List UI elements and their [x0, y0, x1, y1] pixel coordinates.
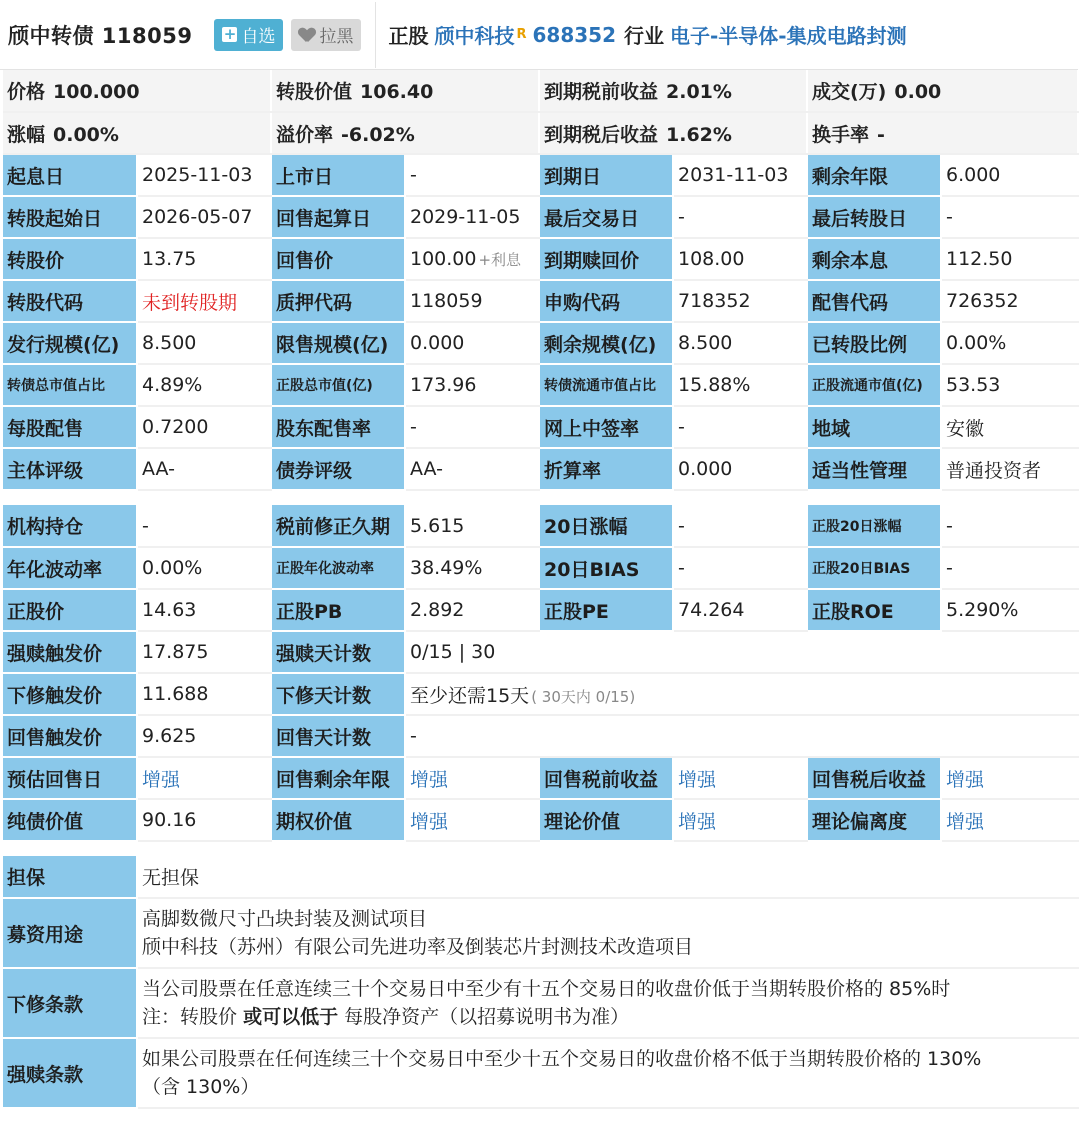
- upgrade-link[interactable]: 增强: [678, 768, 717, 791]
- field-value: [941, 505, 1078, 547]
- field-label: 到期日: [539, 154, 673, 196]
- field-value: [405, 280, 539, 322]
- field-label: 转债总市值占比: [3, 364, 137, 406]
- field-label: 申购代码: [539, 280, 673, 322]
- field-value: [941, 589, 1078, 631]
- field-label: 纯债价值: [3, 799, 137, 841]
- field-value: [405, 673, 1078, 715]
- summary-value: -6.02%: [341, 123, 415, 146]
- field-value-text: 11.688: [142, 683, 209, 705]
- field-value: [405, 631, 1078, 673]
- field-value-text: 100.00: [410, 248, 477, 270]
- table-row: [3, 757, 1078, 799]
- guarantee-value: 无担保: [137, 856, 1078, 898]
- table-row: [3, 406, 1078, 448]
- field-value: [405, 448, 539, 490]
- field-value-text: -: [410, 725, 417, 747]
- redeem-line-2: （含 130%）: [142, 1076, 260, 1098]
- field-value-text: 2026-05-07: [142, 206, 253, 228]
- stock-name-link[interactable]: 颀中科技: [434, 24, 515, 48]
- field-label: 主体评级: [3, 448, 137, 490]
- field-value-text: 17.875: [142, 641, 209, 663]
- field-value-text: 至少还需15天: [410, 684, 530, 707]
- field-label: 回售税后收益: [807, 757, 941, 799]
- downward-note-post: 每股净资产（以招募说明书为准）: [344, 1006, 630, 1028]
- summary-cell: [807, 112, 1078, 154]
- field-value-text: 9.625: [142, 725, 197, 747]
- field-value-text: 8.500: [678, 332, 733, 354]
- field-value-text: 8.500: [142, 332, 197, 354]
- summary-value: 100.000: [53, 81, 140, 103]
- summary-value: 2.01%: [666, 81, 732, 103]
- field-value-text: -: [678, 557, 685, 579]
- field-value: [137, 589, 271, 631]
- field-value: [405, 757, 539, 799]
- blacklist-label: 拉黑: [319, 27, 354, 47]
- field-label: 正股总市值(亿): [271, 364, 405, 406]
- field-value: [137, 322, 271, 364]
- field-value-text: 15.88%: [678, 374, 751, 396]
- field-label: 回售触发价: [3, 715, 137, 757]
- summary-label: 涨幅: [7, 123, 46, 146]
- field-value: [673, 589, 807, 631]
- field-value: [137, 406, 271, 448]
- field-value-text: 726352: [946, 290, 1019, 312]
- field-value: [673, 406, 807, 448]
- field-label: 正股PB: [271, 589, 405, 631]
- field-label: 税前修正久期: [271, 505, 405, 547]
- field-value: [941, 196, 1078, 238]
- table-row: [3, 856, 1078, 898]
- field-label: 下修触发价: [3, 673, 137, 715]
- field-label: 剩余年限: [807, 154, 941, 196]
- field-value: [137, 196, 271, 238]
- field-value: [405, 715, 1078, 757]
- field-value: [941, 280, 1078, 322]
- field-value-text: 38.49%: [410, 557, 483, 579]
- field-value-text: -: [410, 164, 417, 186]
- field-value-text: AA-: [410, 458, 443, 480]
- upgrade-link[interactable]: 增强: [946, 768, 985, 791]
- field-value: [941, 448, 1078, 490]
- upgrade-link[interactable]: 增强: [142, 768, 181, 791]
- summary-value: 1.62%: [666, 123, 732, 146]
- field-value: [137, 715, 271, 757]
- field-value: [137, 280, 271, 322]
- summary-label: 到期税前收益: [544, 81, 659, 103]
- field-value-text: 118059: [410, 290, 483, 312]
- summary-cell: [539, 112, 807, 154]
- upgrade-link[interactable]: 增强: [678, 810, 717, 833]
- field-label: 网上中签率: [539, 406, 673, 448]
- downward-note-bold: 或可以低于: [243, 1006, 339, 1028]
- summary-cell: [807, 70, 1078, 112]
- field-label: 机构持仓: [3, 505, 137, 547]
- funds-value: [137, 898, 1078, 968]
- field-label: 回售起算日: [271, 196, 405, 238]
- bond-info-table: [3, 70, 1079, 491]
- field-label: 每股配售: [3, 406, 137, 448]
- field-value-text: 安徽: [946, 417, 985, 440]
- field-label: 转股起始日: [3, 196, 137, 238]
- field-label: 已转股比例: [807, 322, 941, 364]
- field-value-text: 4.89%: [142, 374, 203, 396]
- field-value-text: 14.63: [142, 599, 197, 621]
- field-value: [673, 196, 807, 238]
- table-row: [3, 322, 1078, 364]
- table-row: [3, 364, 1078, 406]
- table-row: [3, 154, 1078, 196]
- field-value: [405, 547, 539, 589]
- add-watchlist-button[interactable]: [214, 19, 283, 51]
- field-value-suffix: +利息: [478, 251, 522, 269]
- field-value-text: 未到转股期: [142, 291, 238, 314]
- field-value-text: 0.00%: [946, 332, 1007, 354]
- field-value: [405, 406, 539, 448]
- field-label: 20日BIAS: [539, 547, 673, 589]
- field-label: 正股20日涨幅: [807, 505, 941, 547]
- field-value: [405, 196, 539, 238]
- field-label: 正股年化波动率: [271, 547, 405, 589]
- field-label: 股东配售率: [271, 406, 405, 448]
- field-value-text: 0.000: [678, 458, 733, 480]
- field-value-text: 173.96: [410, 374, 477, 396]
- summary-cell: [271, 112, 539, 154]
- field-label: 正股20日BIAS: [807, 547, 941, 589]
- summary-row: [3, 70, 1078, 112]
- field-label: 正股ROE: [807, 589, 941, 631]
- field-value: [941, 757, 1078, 799]
- summary-value: 0.00%: [53, 123, 119, 146]
- table-row: [3, 280, 1078, 322]
- downward-note: [142, 1003, 1073, 1031]
- field-value-text: 112.50: [946, 248, 1013, 270]
- field-value: [673, 547, 807, 589]
- field-value: [405, 589, 539, 631]
- field-label: 强赎触发价: [3, 631, 137, 673]
- field-value-text: AA-: [142, 458, 175, 480]
- downward-value: [137, 968, 1078, 1038]
- field-value-text: 0.00%: [142, 557, 203, 579]
- table-row: [3, 968, 1078, 1038]
- field-value: [137, 799, 271, 841]
- table-row: [3, 799, 1078, 841]
- upgrade-link[interactable]: 增强: [410, 810, 449, 833]
- summary-label: 换手率: [812, 123, 870, 146]
- field-label: 正股PE: [539, 589, 673, 631]
- summary-label: 价格: [7, 81, 46, 103]
- field-value: [137, 547, 271, 589]
- field-value: [137, 673, 271, 715]
- redeem-line-1: 如果公司股票在任何连续三十个交易日中至少十五个交易日的收盘价格不低于当期转股价格的 130%: [142, 1048, 982, 1070]
- field-label: 配售代码: [807, 280, 941, 322]
- field-label: 剩余本息: [807, 238, 941, 280]
- summary-label: 到期税后收益: [544, 123, 659, 146]
- summary-label: 溢价率: [276, 123, 334, 146]
- field-value: [941, 322, 1078, 364]
- stock-badge: R: [516, 27, 527, 42]
- funds-label: 募资用途: [3, 898, 137, 968]
- field-value-text: 普通投资者: [946, 459, 1042, 482]
- table-row: [3, 673, 1078, 715]
- field-label: 转债流通市值占比: [539, 364, 673, 406]
- downward-note-pre: 注：转股价: [142, 1006, 238, 1028]
- field-label: 转股价: [3, 238, 137, 280]
- summary-row: [3, 112, 1078, 154]
- field-value-text: 2031-11-03: [678, 164, 789, 186]
- header-divider: [375, 2, 376, 68]
- field-label: 预估回售日: [3, 757, 137, 799]
- field-label: 年化波动率: [3, 547, 137, 589]
- field-value-text: 13.75: [142, 248, 197, 270]
- field-value-text: -: [678, 206, 685, 228]
- field-label: 回售税前收益: [539, 757, 673, 799]
- field-value-text: 718352: [678, 290, 751, 312]
- table-row: [3, 238, 1078, 280]
- stock-label: 正股: [388, 24, 429, 48]
- summary-value: -: [877, 123, 885, 146]
- field-value-text: 2029-11-05: [410, 206, 521, 228]
- field-label: 回售剩余年限: [271, 757, 405, 799]
- summary-cell: [271, 70, 539, 112]
- field-value: [673, 322, 807, 364]
- field-label: 20日涨幅: [539, 505, 673, 547]
- downward-line-1: 当公司股票在任意连续三十个交易日中至少有十五个交易日的收盘价低于当期转股价格的 85%时: [142, 978, 951, 1000]
- field-value: [137, 631, 271, 673]
- field-label: 正股流通市值(亿): [807, 364, 941, 406]
- field-value: [405, 364, 539, 406]
- upgrade-link[interactable]: 增强: [410, 768, 449, 791]
- field-value-text: 5.615: [410, 514, 465, 537]
- bond-header: [0, 0, 1078, 70]
- field-value: [673, 238, 807, 280]
- field-value-text: 5.290%: [946, 599, 1019, 621]
- field-label: 回售天计数: [271, 715, 405, 757]
- table-row: [3, 547, 1078, 589]
- field-value-text: -: [946, 557, 953, 579]
- add-watchlist-label: 自选: [241, 27, 276, 47]
- field-value-text: -: [678, 514, 685, 537]
- field-value-text: -: [142, 514, 149, 537]
- field-value: [673, 154, 807, 196]
- field-label: 折算率: [539, 448, 673, 490]
- redeem-label: 强赎条款: [3, 1038, 137, 1108]
- bond-metrics-table: [3, 505, 1079, 842]
- field-label: 适当性管理: [807, 448, 941, 490]
- field-label: 起息日: [3, 154, 137, 196]
- upgrade-link[interactable]: 增强: [946, 810, 985, 833]
- industry-link[interactable]: 电子-半导体-集成电路封测: [670, 24, 907, 48]
- field-value: [941, 238, 1078, 280]
- field-value-suffix: ( 30天内 0/15): [531, 687, 636, 706]
- field-value-text: -: [946, 514, 953, 537]
- field-value: [137, 448, 271, 490]
- field-value: [673, 364, 807, 406]
- field-value-text: 90.16: [142, 809, 197, 831]
- field-value-text: 53.53: [946, 374, 1001, 396]
- summary-cell: [3, 112, 271, 154]
- redeem-value: [137, 1038, 1078, 1108]
- field-value: [673, 448, 807, 490]
- field-value: [941, 799, 1078, 841]
- summary-cell: [3, 70, 271, 112]
- table-row: [3, 448, 1078, 490]
- field-value: [405, 799, 539, 841]
- funds-line-1: 高脚数微尺寸凸块封装及测试项目: [142, 908, 428, 930]
- summary-cell: [539, 70, 807, 112]
- stock-code-link[interactable]: 688352: [532, 22, 616, 47]
- table-row: [3, 505, 1078, 547]
- field-label: 强赎天计数: [271, 631, 405, 673]
- field-value: [405, 238, 539, 280]
- field-value-text: -: [946, 206, 953, 228]
- summary-label: 成交(万): [812, 81, 887, 103]
- field-value: [941, 364, 1078, 406]
- field-label: 限售规模(亿): [271, 322, 405, 364]
- field-label: 期权价值: [271, 799, 405, 841]
- field-label: 债券评级: [271, 448, 405, 490]
- field-value-text: 6.000: [946, 164, 1001, 186]
- field-label: 剩余规模(亿): [539, 322, 673, 364]
- field-value: [673, 757, 807, 799]
- broken-heart-icon: [299, 28, 315, 42]
- field-label: 最后交易日: [539, 196, 673, 238]
- field-label: 下修天计数: [271, 673, 405, 715]
- table-row: [3, 715, 1078, 757]
- field-value: [673, 799, 807, 841]
- table-row: [3, 196, 1078, 238]
- guarantee-label: 担保: [3, 856, 137, 898]
- field-label: 理论偏离度: [807, 799, 941, 841]
- field-value: [137, 238, 271, 280]
- field-value: [673, 280, 807, 322]
- summary-label: 转股价值: [276, 81, 353, 103]
- field-value: [405, 322, 539, 364]
- plus-icon: +: [223, 25, 237, 43]
- field-label: 发行规模(亿): [3, 322, 137, 364]
- industry-label: 行业: [624, 24, 664, 48]
- field-value: [137, 364, 271, 406]
- field-value-text: 0/15 | 30: [410, 641, 496, 663]
- table-row: [3, 898, 1078, 968]
- field-label: 最后转股日: [807, 196, 941, 238]
- table-row: [3, 1038, 1078, 1108]
- funds-line-2: 颀中科技（苏州）有限公司先进功率及倒装芯片封测技术改造项目: [142, 936, 694, 958]
- field-value-text: 0.7200: [142, 416, 209, 438]
- field-label: 正股价: [3, 589, 137, 631]
- field-value-text: 2025-11-03: [142, 164, 253, 186]
- field-value: [137, 505, 271, 547]
- downward-label: 下修条款: [3, 968, 137, 1038]
- field-value: [137, 154, 271, 196]
- field-label: 质押代码: [271, 280, 405, 322]
- field-label: 地域: [807, 406, 941, 448]
- field-value: [941, 154, 1078, 196]
- bond-terms-table: [3, 856, 1079, 1109]
- field-label: 到期赎回价: [539, 238, 673, 280]
- field-label: 回售价: [271, 238, 405, 280]
- field-value: [405, 505, 539, 547]
- table-row: [3, 589, 1078, 631]
- field-value-text: -: [410, 416, 417, 438]
- field-value: [405, 154, 539, 196]
- bond-title: 颀中转债 118059: [8, 23, 193, 48]
- field-value: [941, 547, 1078, 589]
- field-label: 转股代码: [3, 280, 137, 322]
- field-value-text: 2.892: [410, 599, 465, 621]
- field-value-text: 0.000: [410, 332, 465, 354]
- field-label: 上市日: [271, 154, 405, 196]
- field-value: [137, 757, 271, 799]
- field-value: [673, 505, 807, 547]
- field-value-text: 74.264: [678, 599, 745, 621]
- summary-value: 0.00: [894, 81, 942, 103]
- field-label: 理论价值: [539, 799, 673, 841]
- field-value-text: -: [678, 416, 685, 438]
- summary-value: 106.40: [360, 81, 434, 103]
- field-value: [941, 406, 1078, 448]
- table-row: [3, 631, 1078, 673]
- blacklist-button[interactable]: [291, 19, 361, 51]
- field-value-text: 108.00: [678, 248, 745, 270]
